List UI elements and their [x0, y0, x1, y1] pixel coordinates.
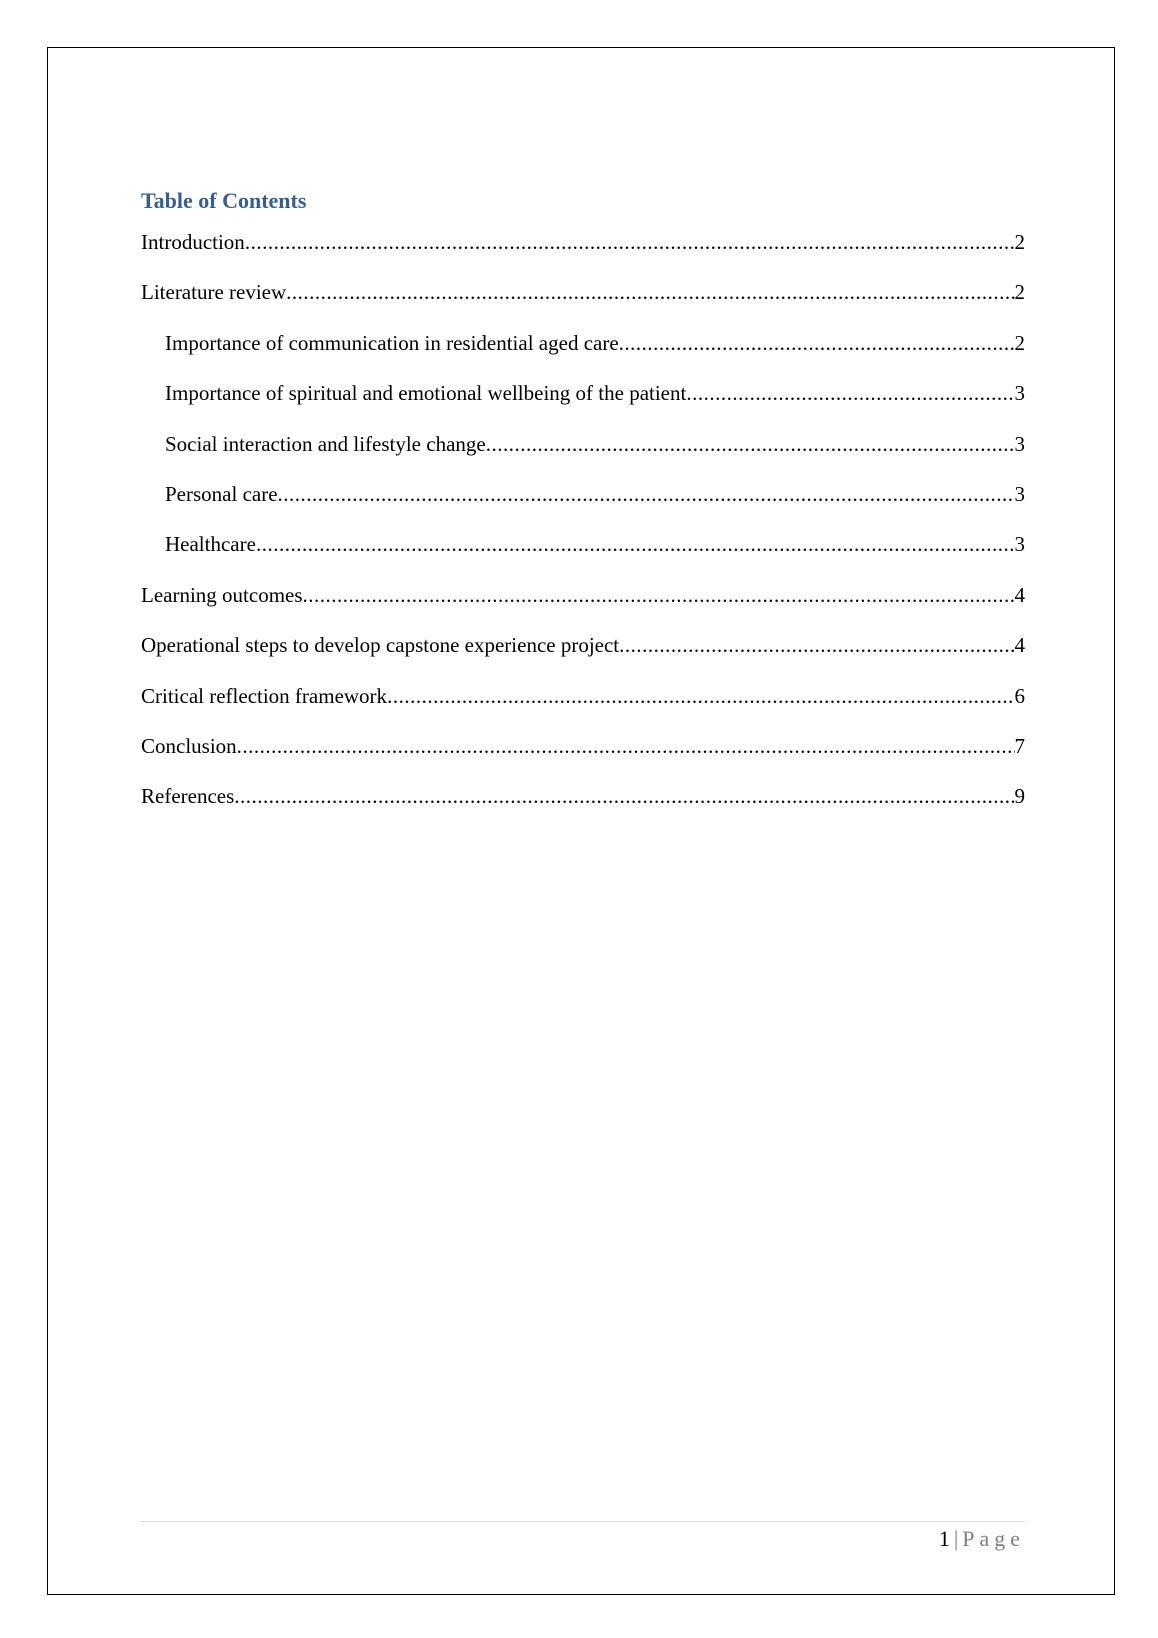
- toc-dot-leader: [237, 732, 1015, 760]
- toc-dot-leader: [303, 581, 1015, 609]
- toc-dot-leader: [619, 631, 1014, 659]
- toc-entry-page: 3: [1014, 481, 1025, 506]
- toc-entry-text: References: [141, 784, 235, 809]
- toc-entry-text: Importance of spiritual and emotional wellbeing of the patient: [165, 381, 687, 406]
- toc-title: Table of Contents: [141, 188, 307, 213]
- toc-entry-text: Importance of communication in residential aged care: [165, 330, 619, 355]
- footer-separator: |: [953, 1526, 959, 1551]
- toc-dot-leader: [278, 480, 1015, 508]
- toc-entry-text: Critical reflection framework: [141, 683, 388, 708]
- footer-divider: [141, 1521, 1025, 1522]
- toc-dot-leader: [686, 379, 1014, 407]
- toc-entry-literature-review[interactable]: [141, 278, 1025, 328]
- toc-entry-text: Literature review: [141, 280, 287, 305]
- toc-entry-page: 6: [1014, 683, 1025, 708]
- toc-entry-page: 3: [1014, 431, 1025, 456]
- toc-entry-text: Learning outcomes: [141, 582, 303, 607]
- toc-entry-page: 4: [1014, 582, 1025, 607]
- footer-page-label: Page: [962, 1526, 1025, 1551]
- toc-entry-text: Personal care: [165, 481, 278, 506]
- toc-dot-leader: [486, 430, 1015, 458]
- toc-entry-operational-steps[interactable]: [141, 631, 1025, 681]
- toc-entry-page: 3: [1014, 532, 1025, 557]
- toc-entry-page: 2: [1014, 280, 1025, 305]
- toc-dot-leader: [256, 530, 1015, 558]
- toc-entry-critical-reflection[interactable]: [141, 682, 1025, 732]
- toc-entry-learning-outcomes[interactable]: [141, 581, 1025, 631]
- toc-dot-leader: [619, 329, 1015, 357]
- toc-entry-page: 2: [1014, 330, 1025, 355]
- toc-entry-text: Conclusion: [141, 733, 237, 758]
- toc-entry-spiritual-wellbeing[interactable]: [141, 379, 1025, 429]
- toc-entry-social-interaction[interactable]: [141, 430, 1025, 480]
- toc-entry-page: 7: [1014, 733, 1025, 758]
- toc-entry-page: 4: [1014, 633, 1025, 658]
- toc-entry-healthcare[interactable]: [141, 530, 1025, 580]
- toc-entry-conclusion[interactable]: [141, 732, 1025, 782]
- toc-entry-introduction[interactable]: [141, 228, 1025, 278]
- toc-entry-text: Introduction: [141, 230, 245, 254]
- toc-entry-text: Healthcare: [165, 532, 256, 557]
- toc-dot-leader: [387, 682, 1014, 710]
- toc-entry-text: Social interaction and lifestyle change: [165, 431, 486, 456]
- toc-entry-page: 9: [1014, 784, 1025, 809]
- toc-entry-personal-care[interactable]: [141, 480, 1025, 530]
- toc-dot-leader: [286, 278, 1014, 306]
- footer-page-number: 1: [938, 1526, 950, 1551]
- toc-dot-leader: [245, 228, 1015, 256]
- toc-dot-leader: [234, 782, 1014, 810]
- toc-entry-page: 3: [1014, 381, 1025, 406]
- toc-entry-text: Operational steps to develop capstone experience project: [141, 633, 620, 658]
- toc-entry-references[interactable]: [141, 782, 1025, 832]
- page-footer: [939, 1524, 1025, 1554]
- toc-entry-page: 2: [1014, 230, 1025, 254]
- toc-entry-communication[interactable]: [141, 329, 1025, 379]
- toc-list: [141, 228, 1025, 833]
